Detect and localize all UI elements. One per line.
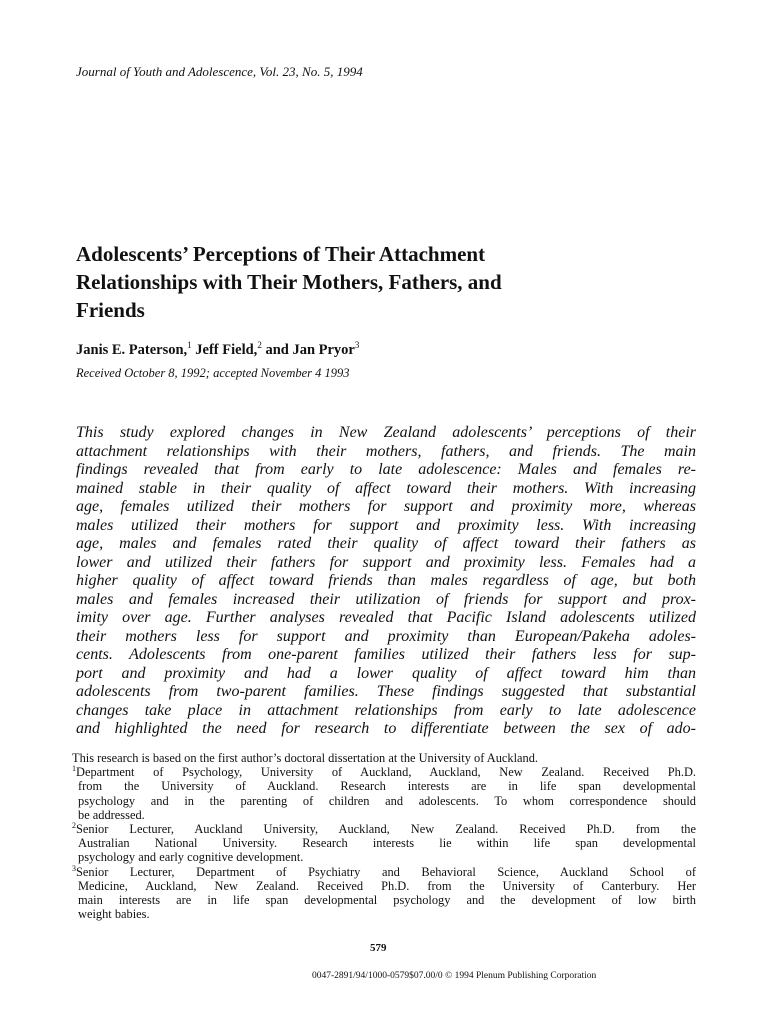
author-conjunction: and (265, 342, 289, 358)
abstract-line: imity over age. Further analyses revealed that Pacific Island adolescents utilized (76, 609, 696, 626)
abstract-line: cents. Adolescents from one-parent families utilized their fathers less for sup- (76, 646, 696, 663)
abstract-line: age, females utilized their mothers for support and proximity more, whereas (76, 498, 696, 515)
footnote-line: be addressed. (78, 807, 145, 822)
footnote-line: from the University of Auckland. Research interests are in life span developmental (78, 779, 696, 794)
page-number: 579 (370, 942, 387, 954)
title-line: Relationships with Their Mothers, Fathers, and (76, 270, 502, 294)
author-affiliation-mark: 3 (354, 340, 360, 351)
footnote-line: Australian National University. Research interests lie within life span developmental (78, 836, 696, 851)
abstract-line: port and proximity and had a lower quality of affect toward him than (76, 664, 696, 682)
footnote-line: weight babies. (78, 907, 150, 922)
abstract-line: adolescents from two-parent families. These findings suggested that substantial (76, 683, 696, 700)
footnote-mark: 3 (72, 863, 76, 873)
abstract-line: changes take place in attachment relationships from early to late adolescence (76, 701, 696, 719)
copyright-line: 0047-2891/94/1000-0579$07.00/0 © 1994 Plenum Publishing Corporation (312, 971, 597, 981)
footnote-line: This research is based on the first author’s doctoral dissertation at the University of Auckland. (72, 751, 539, 765)
abstract-line: findings revealed that from early to late adolescence: Males and females re- (76, 461, 696, 478)
author-name: Janis E. Paterson, (76, 342, 188, 358)
abstract-line: attachment relationships with their mothers, fathers, and friends. The main (76, 442, 696, 460)
footnote-dissertation (72, 751, 696, 765)
abstract (76, 424, 696, 739)
footnote-text: Department of Psychology, University of Auckland, Auckland, New Zealand. Received Ph.D. (76, 765, 696, 780)
footnote-mark: 1 (72, 764, 76, 774)
article-title (76, 240, 696, 324)
footnote-line (72, 820, 696, 837)
abstract-line: lower and utilized their fathers for support and proximity less. Females had a (76, 553, 696, 571)
footnote-line: Medicine, Auckland, New Zealand. Received Ph.D. from the University of Canterbury. Her (78, 878, 696, 893)
footnote-line (72, 764, 696, 780)
footnote-1 (72, 765, 696, 822)
author-name: Jeff Field, (195, 342, 258, 358)
abstract-line: This study explored changes in New Zealand adolescents’ perceptions of their (76, 424, 696, 441)
footnote-3 (72, 865, 696, 922)
footnote-line (72, 863, 696, 879)
footnote-line: psychology and in the parenting of children and adolescents. To whom correspondence should (78, 793, 696, 808)
abstract-line: males utilized their mothers for support and proximity less. With increasing (76, 516, 696, 534)
title-line: Adolescents’ Perceptions of Their Attachment (76, 242, 486, 266)
journal-citation: Journal of Youth and Adolescence, Vol. 23, No. 5, 1994 (76, 64, 363, 79)
footnote-line: main interests are in life span developmental psychology and the development of low birth (78, 893, 696, 908)
footnote-2 (72, 822, 696, 865)
abstract-line: age, males and females rated their quality of affect toward their fathers as (76, 535, 696, 552)
author-affiliation-mark: 1 (187, 340, 192, 351)
author-name: Jan Pryor (292, 342, 355, 358)
received-dates: Received October 8, 1992; accepted November 4 1993 (76, 366, 350, 380)
abstract-line: higher quality of affect toward friends than males regardless of age, but both (76, 572, 696, 589)
abstract-line: and highlighted the need for research to differentiate between the sex of ado- (76, 720, 696, 737)
footnote-text: Senior Lecturer, Auckland University, Auckland, New Zealand. Received Ph.D. from the (76, 822, 696, 837)
title-line: Friends (76, 298, 145, 322)
footnote-mark: 2 (72, 820, 76, 830)
footnote-text: Senior Lecturer, Department of Psychiatry and Behavioral Science, Auckland School of (76, 864, 696, 879)
footnotes (72, 751, 696, 921)
author-list (76, 342, 359, 359)
abstract-line: their mothers less for support and proximity than European/Pakeha adoles- (76, 627, 696, 645)
author-affiliation-mark: 2 (257, 340, 262, 351)
abstract-line: mained stable in their quality of affect toward their mothers. With increasing (76, 479, 696, 497)
footnote-line: psychology and early cognitive development. (78, 850, 304, 865)
abstract-line: males and females increased their utilization of friends for support and prox- (76, 590, 696, 608)
